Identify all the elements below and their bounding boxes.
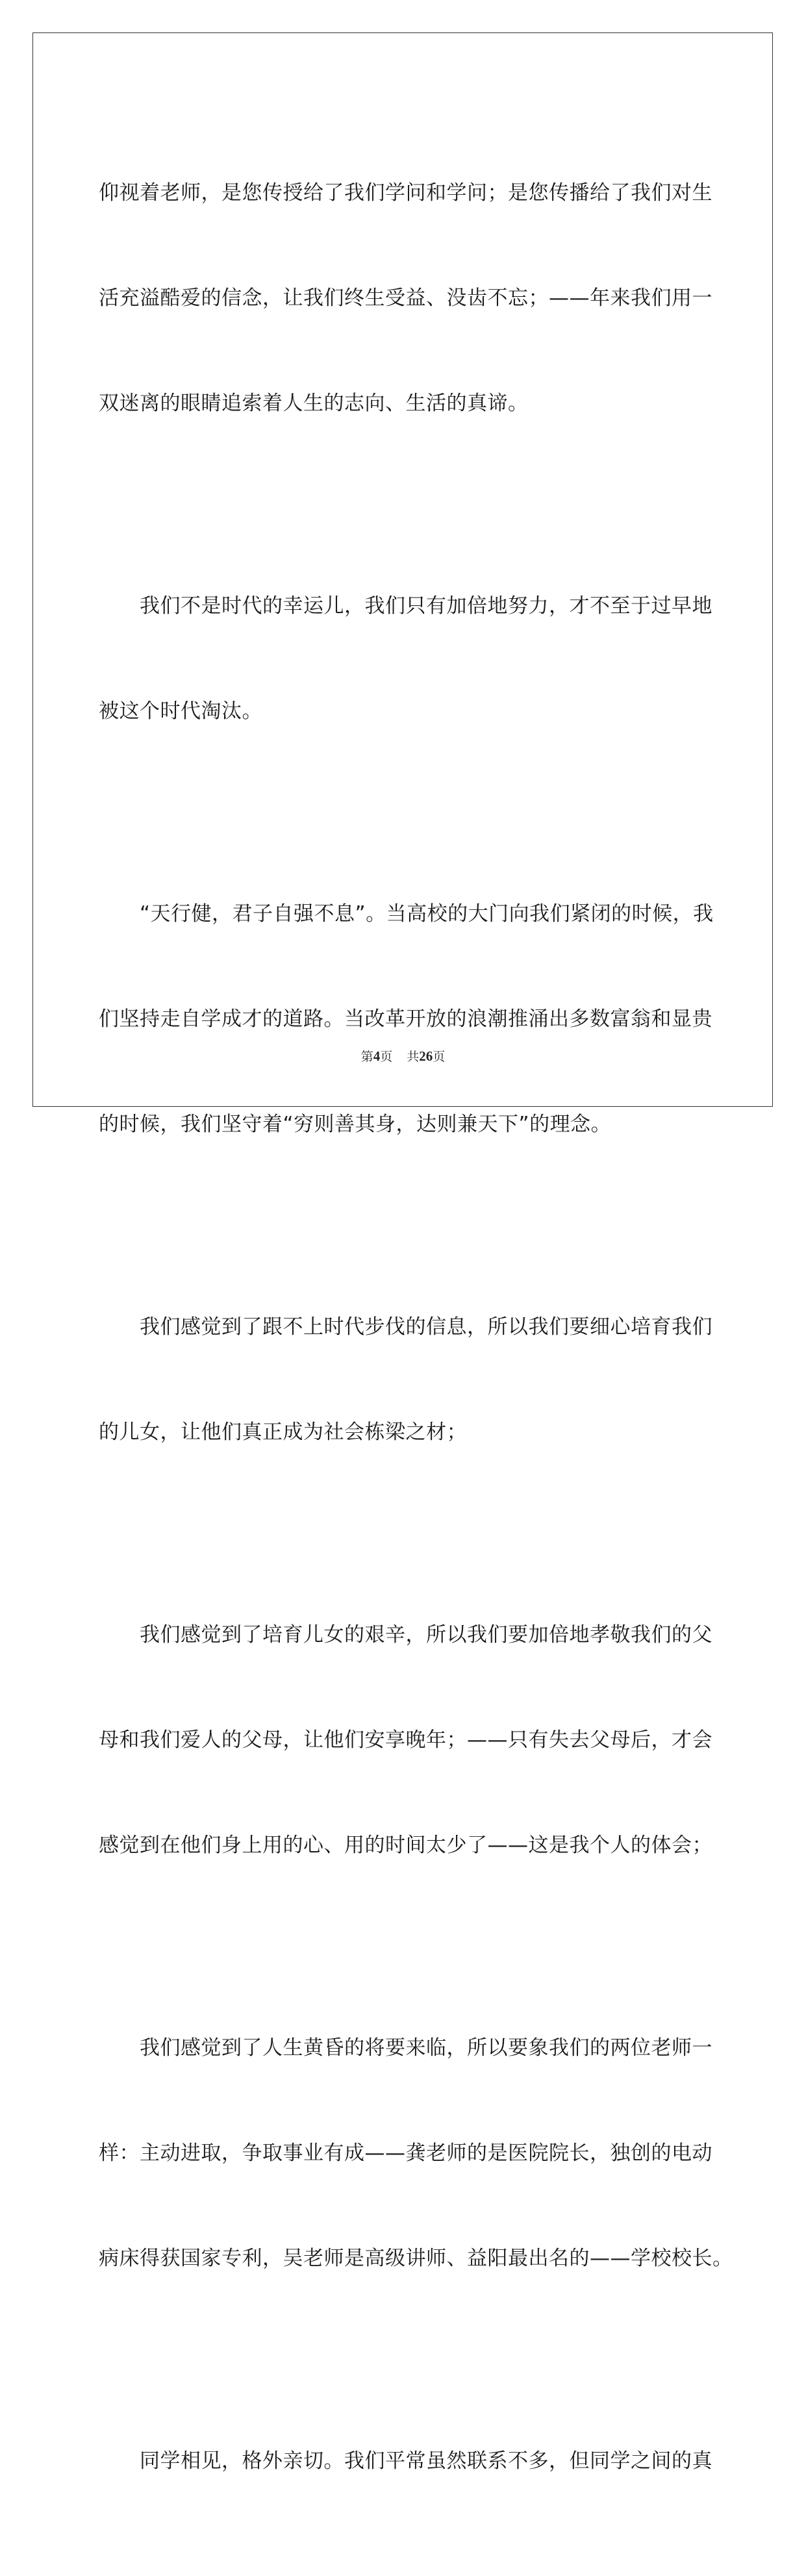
paragraph-1 (99, 105, 712, 491)
text-line: 们坚持走自学成才的道路。当改革开放的浪潮推涌出多数富翁和显贵 (99, 1007, 712, 1031)
page-footer (0, 1047, 806, 1065)
text-line: 我们感觉到了培育儿女的艰辛，所以我们要加倍地孝敬我们的父 (99, 1623, 712, 1647)
text-line: 我们感觉到了跟不上时代步伐的信息，所以我们要细心培育我们 (99, 1315, 712, 1339)
footer-total-suffix: 页 (433, 1050, 446, 1064)
document-body (99, 105, 733, 2576)
footer-total-prefix: 共 (407, 1050, 420, 1064)
paragraph-5 (99, 1547, 712, 1933)
text-line: “天行健，君子自强不息”。当高校的大门向我们紧闭的时候，我 (99, 902, 714, 926)
text-line: 病床得获国家专利，吴老师是高级讲师、益阳最出名的——学校校长。 (99, 2247, 733, 2270)
footer-page-suffix: 页 (380, 1050, 393, 1064)
total-pages: 26 (419, 1048, 433, 1064)
text-line: 母和我们爱人的父母，让他们安享晚年；——只有失去父母后，才会 (99, 1728, 712, 1752)
text-line: 活充溢酷爱的信念，让我们终生受益、没齿不忘；——年来我们用一 (99, 286, 712, 310)
page-number: 4 (373, 1048, 381, 1064)
text-line: 的儿女，让他们真正成为社会栋梁之材； (99, 1421, 467, 1444)
paragraph-4 (99, 1239, 712, 1520)
text-line: 我们不是时代的幸运儿，我们只有加倍地努力，才不至于过早地 (99, 594, 712, 618)
paragraph-3 (99, 826, 712, 1212)
text-line: 感觉到在他们身上用的心、用的时间太少了——这是我个人的体会； (99, 1834, 712, 1857)
text-line: 我们感觉到了人生黄昏的将要来临，所以要象我们的两位老师一 (99, 2036, 712, 2060)
text-line: 仰视着老师，是您传授给了我们学问和学问；是您传播给了我们对生 (99, 181, 712, 205)
footer-prefix: 第 (360, 1050, 373, 1064)
text-line: 双迷离的眼睛追索着人生的志向、生活的真谛。 (99, 392, 529, 415)
paragraph-7 (99, 2373, 712, 2549)
text-line: 同学相见，格外亲切。我们平常虽然联系不多，但同学之间的真 (99, 2449, 712, 2473)
text-line: 被这个时代淘汰。 (99, 700, 262, 723)
paragraph-2 (99, 518, 712, 799)
text-line: 样：主动进取，争取事业有成——龚老师的是医院院长，独创的电动 (99, 2141, 712, 2165)
paragraph-6 (99, 1960, 733, 2346)
text-line: 的时候，我们坚守着“穷则善其身，达则兼天下”的理念。 (99, 1113, 612, 1136)
